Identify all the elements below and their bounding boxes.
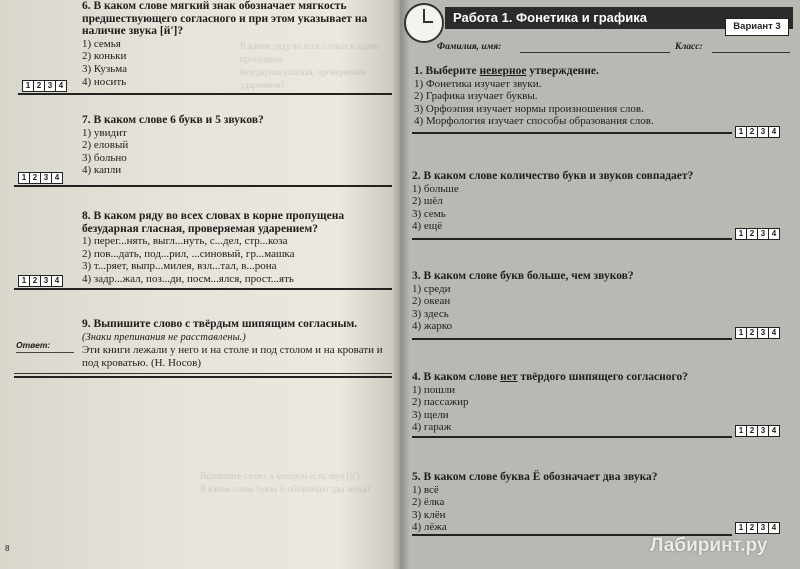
option[interactable]: 4) Морфология изучает способы образования слов.: [414, 115, 654, 128]
answer-box[interactable]: 4: [771, 523, 777, 532]
question-number: 9.: [82, 318, 91, 330]
divider: [412, 436, 732, 438]
answer-box[interactable]: 3: [758, 523, 769, 533]
question-5: [412, 471, 772, 534]
emphasis-word: нет: [500, 371, 518, 383]
answer-box[interactable]: 3: [45, 81, 56, 91]
option[interactable]: 1) пошли: [412, 383, 456, 396]
option[interactable]: 3) Орфоэпия изучает нормы произношения слов.: [414, 102, 644, 115]
question-sentence: Эти книги лежали у него и на столе и под столом и на кровати и под кроватью. (Н. Носов): [82, 344, 383, 369]
answer-box[interactable]: 1: [19, 276, 30, 286]
option[interactable]: 3) семь: [412, 207, 446, 220]
option[interactable]: 2) пов...дать, под...рил, ...синовый, гр...машка: [82, 247, 295, 260]
answer-box[interactable]: 1: [736, 426, 747, 436]
question-number: 6.: [82, 0, 91, 12]
bleed-through-text: В каком ряду во всех словах в корне пропущена безударная гласная, проверяемая ударением?: [240, 41, 379, 90]
answer-box[interactable]: 2: [30, 173, 41, 183]
answer-box[interactable]: 3: [758, 229, 769, 239]
answer-box[interactable]: 1: [23, 81, 34, 91]
answer-line[interactable]: [14, 373, 392, 374]
book-spine: [392, 0, 410, 569]
answer-box[interactable]: 2: [747, 127, 758, 137]
worksheet-title: Работа 1. Фонетика и графика: [453, 10, 647, 25]
answer-box[interactable]: 4: [58, 81, 64, 90]
answer-box[interactable]: 1: [736, 127, 747, 137]
question-text: В каком слове 6 букв и 5 звуков?: [93, 114, 264, 126]
answer-boxes-q4[interactable]: [735, 425, 780, 437]
option[interactable]: 1) Фонетика изучает звуки.: [414, 77, 542, 90]
question-text: В каком ряду во всех словах в корне пропущена безударная гласная, проверяемая ударением?: [82, 210, 345, 235]
answer-box[interactable]: 3: [758, 328, 769, 338]
option[interactable]: 3) щели: [412, 408, 449, 421]
divider: [412, 238, 732, 240]
question-4: 4. В каком слове нет твёрдого шипящего согласного? 1) пошли 2) пассажир 3) щели 4) гараж: [412, 371, 772, 434]
question-3: [412, 270, 772, 333]
answer-label: Ответ:: [16, 340, 51, 350]
option[interactable]: 4) лёжа: [412, 521, 447, 534]
option[interactable]: 3) больно: [82, 151, 127, 164]
answer-box[interactable]: 3: [41, 276, 52, 286]
option[interactable]: 2) еловый: [82, 139, 129, 152]
emphasis-word: неверное: [479, 65, 527, 77]
option[interactable]: 1) всё: [412, 483, 439, 496]
answer-box[interactable]: 3: [758, 426, 769, 436]
clock-icon: [404, 3, 444, 43]
option[interactable]: 2) океан: [412, 295, 451, 308]
option[interactable]: 3) здесь: [412, 307, 449, 320]
variant-badge: Вариант 3: [725, 18, 789, 36]
question-9: [82, 318, 387, 369]
page-number: 8: [5, 544, 10, 553]
answer-box[interactable]: 4: [54, 173, 60, 182]
option[interactable]: 2) пассажир: [412, 396, 469, 409]
answer-box[interactable]: 4: [54, 276, 60, 285]
question-text: В каком слове буква Ё обозначает два звука?: [423, 471, 658, 483]
divider: [18, 93, 392, 95]
answer-boxes-q8[interactable]: [18, 275, 63, 287]
option[interactable]: 3) т...ряет, выпр...милея, взл...тал, в...рона: [82, 260, 277, 273]
option[interactable]: 4) задр...жал, поз...ди, посм...ялся, прост...ять: [82, 272, 294, 285]
answer-box[interactable]: 2: [747, 523, 758, 533]
option[interactable]: 2) шёл: [412, 195, 443, 208]
bleed-through-text: Выпишите слово, в котором есть звук [й'] В каком слове буква Е обозначает два звука?: [200, 471, 371, 494]
answer-box[interactable]: 3: [758, 127, 769, 137]
divider: [14, 376, 392, 378]
option[interactable]: 4) носить: [82, 75, 127, 88]
option[interactable]: 1) перег...нять, выгл...нуть, с...дел, стр...коза: [82, 235, 288, 248]
answer-box[interactable]: 1: [19, 173, 30, 183]
answer-boxes-q1[interactable]: [735, 126, 780, 138]
question-text: В каком слове мягкий знак обозначает мягкость предшествующего согласного и при этом указывает на наличие звука [й']?: [82, 0, 368, 38]
answer-box[interactable]: 4: [771, 229, 777, 238]
question-number: 4.: [412, 371, 421, 383]
answer-boxes-q7[interactable]: [18, 172, 63, 184]
question-number: 7.: [82, 114, 91, 126]
option[interactable]: 4) ещё: [412, 220, 443, 233]
divider: [412, 132, 732, 134]
answer-box[interactable]: 2: [747, 328, 758, 338]
option[interactable]: 2) Графика изучает буквы.: [414, 90, 538, 103]
answer-boxes-q5[interactable]: [735, 522, 780, 534]
option[interactable]: 2) ёлка: [412, 496, 445, 509]
question-8: [82, 210, 387, 286]
option[interactable]: 1) семья: [82, 37, 121, 50]
answer-boxes-q2[interactable]: [735, 228, 780, 240]
answer-boxes-q6[interactable]: [22, 80, 67, 92]
class-label: Класс:: [675, 42, 703, 52]
question-number: 3.: [412, 270, 421, 282]
question-number: 1.: [414, 65, 423, 77]
answer-box[interactable]: 4: [771, 328, 777, 337]
answer-box[interactable]: 1: [736, 328, 747, 338]
option[interactable]: 1) больше: [412, 182, 459, 195]
option[interactable]: 1) среди: [412, 282, 451, 295]
question-number: 5.: [412, 471, 421, 483]
question-2: [412, 170, 772, 233]
class-field[interactable]: [712, 52, 790, 53]
name-label: Фамилия, имя:: [437, 42, 502, 52]
watermark-logo: Лабиринт.ру: [650, 535, 768, 556]
option[interactable]: 3) Кузьма: [82, 62, 128, 75]
answer-box[interactable]: 3: [41, 173, 52, 183]
answer-box[interactable]: 1: [736, 229, 747, 239]
option[interactable]: 3) клён: [412, 508, 446, 521]
divider: [412, 338, 732, 340]
question-text: Выпишите слово с твёрдым шипящим согласным.: [93, 318, 358, 330]
answer-box[interactable]: 2: [747, 426, 758, 436]
answer-line[interactable]: [16, 352, 74, 353]
answer-box[interactable]: 4: [771, 426, 777, 435]
question-text: В каком слове количество букв и звуков совпадает?: [423, 170, 694, 182]
option[interactable]: 2) коньки: [82, 50, 127, 63]
name-field[interactable]: [520, 52, 670, 53]
answer-box[interactable]: 2: [30, 276, 41, 286]
option[interactable]: 1) увидит: [82, 126, 127, 139]
option[interactable]: 4) жарко: [412, 320, 453, 333]
question-1: 1. Выберите неверное утверждение. 1) Фонетика изучает звуки. 2) Графика изучает буквы. 3) Орфоэпия изучает нормы произношения слов. 4) Морфология изучает способы образования слов.: [414, 65, 774, 128]
question-6: [82, 0, 387, 88]
option[interactable]: 4) капли: [82, 164, 122, 177]
question-number: 8.: [82, 210, 91, 222]
question-note: (Знаки препинания не расставлены.): [82, 331, 246, 343]
divider: [14, 185, 392, 187]
answer-box[interactable]: 4: [771, 127, 777, 136]
divider: [14, 288, 392, 290]
question-number: 2.: [412, 170, 421, 182]
question-text: В каком слове букв больше, чем звуков?: [423, 270, 634, 282]
option[interactable]: 4) гараж: [412, 421, 452, 434]
answer-box[interactable]: 2: [34, 81, 45, 91]
answer-box[interactable]: 2: [747, 229, 758, 239]
answer-box[interactable]: 1: [736, 523, 747, 533]
answer-boxes-q3[interactable]: [735, 327, 780, 339]
question-7: [82, 114, 387, 177]
